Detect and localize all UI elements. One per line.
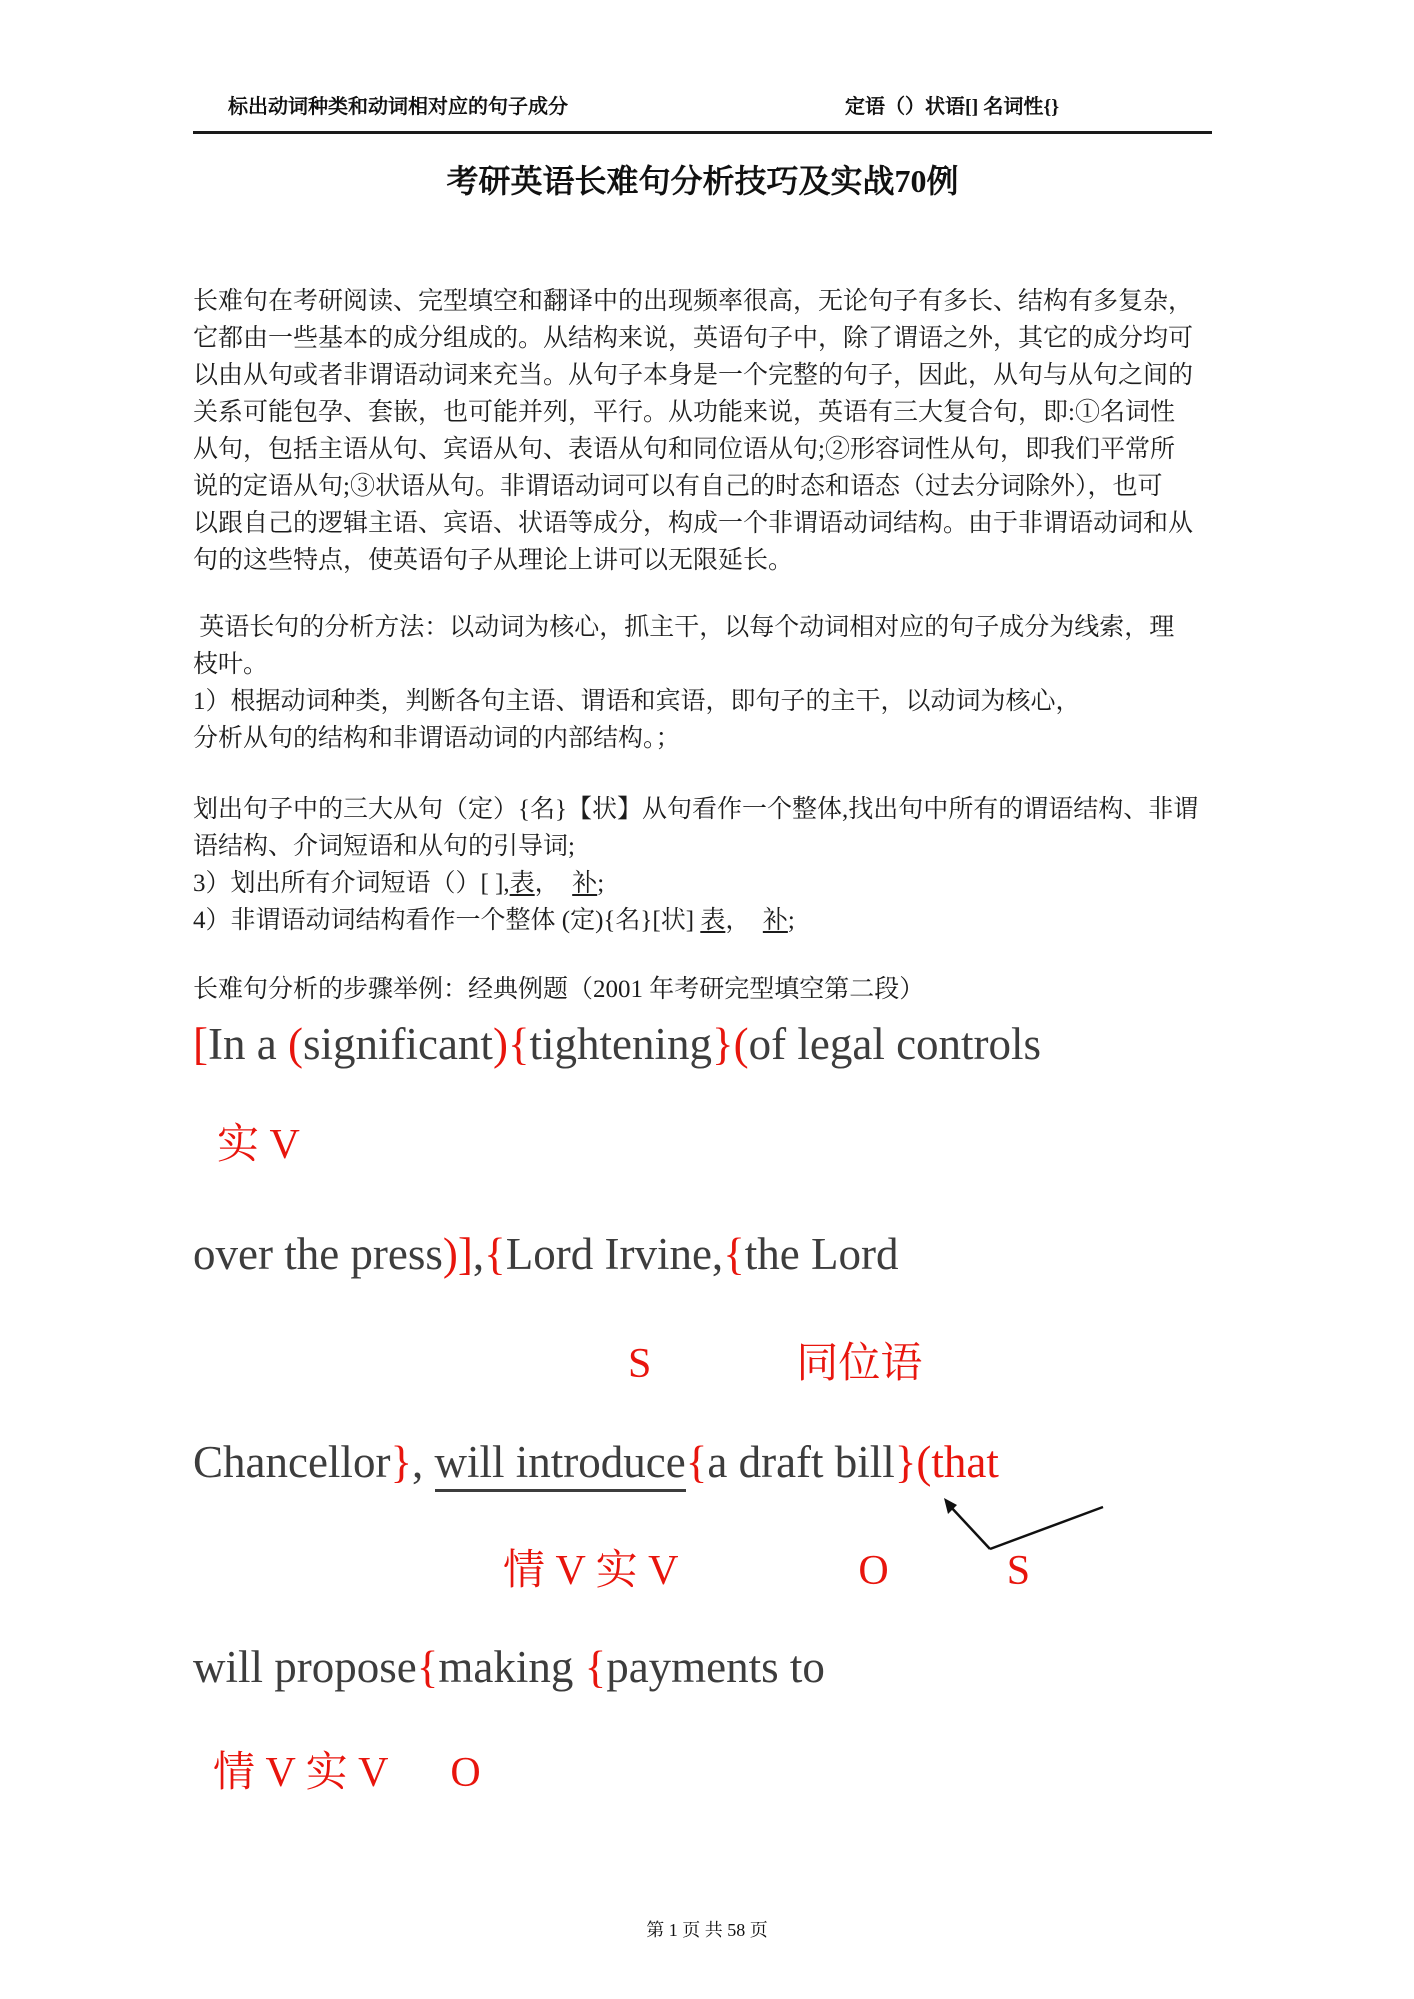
intro-paragraph bbox=[193, 283, 1233, 579]
object-label: O bbox=[450, 1750, 481, 1796]
apposition-label: 同位语 bbox=[796, 1341, 923, 1387]
paragraph-line: 分析从句的结构和非谓语动词的内部结构。； bbox=[193, 725, 681, 752]
paragraph-line: 句的这些特点，使英语句子从理论上讲可以无限延长。 bbox=[193, 547, 794, 574]
sentence-line-2 bbox=[193, 1229, 899, 1279]
close-brace: } bbox=[894, 1437, 917, 1487]
annotation-row-verbs-object-subject bbox=[193, 1550, 1030, 1592]
verbs-label: 情 V 实 V bbox=[503, 1548, 679, 1594]
sentence-text: Chancellor bbox=[193, 1437, 391, 1487]
rules-paragraph bbox=[193, 791, 1233, 939]
open-paren: ( bbox=[733, 1019, 749, 1069]
paragraph-line: 英语长句的分析方法：以动词为核心，抓主干，以每个动词相对应的句子成分为线索，理 bbox=[193, 614, 1175, 641]
annotation-row-subject-apposition bbox=[193, 1343, 922, 1385]
rule3-biao-underlined: 表 bbox=[509, 870, 535, 897]
comma: , bbox=[412, 1437, 435, 1487]
comma: , bbox=[472, 1229, 485, 1279]
rule4-bu-underlined: 补 bbox=[762, 907, 788, 934]
sentence-line-3 bbox=[193, 1437, 999, 1487]
sentence-text: Lord Irvine, bbox=[505, 1229, 724, 1279]
sentence-text: over the press bbox=[193, 1229, 443, 1279]
sentence-text: the Lord bbox=[744, 1229, 899, 1279]
open-paren: ( bbox=[287, 1019, 303, 1069]
example-intro-line: 长难句分析的步骤举例：经典例题（2001 年考研完型填空第二段） bbox=[193, 976, 925, 1003]
close-brace: } bbox=[390, 1437, 413, 1487]
paragraph-line bbox=[193, 865, 1233, 902]
open-brace: { bbox=[685, 1437, 708, 1487]
arrow-annotation bbox=[928, 1492, 1118, 1556]
predicate-underlined: will introduce bbox=[435, 1437, 686, 1492]
close-paren-square: )] bbox=[442, 1229, 473, 1279]
verbs-label: 情 V 实 V bbox=[213, 1750, 389, 1796]
sentence-text: making bbox=[438, 1642, 585, 1692]
sentence-text: a draft bill bbox=[707, 1437, 895, 1487]
page-title: 考研英语长难句分析技巧及实战70例 bbox=[446, 163, 959, 199]
sentence-text: In a bbox=[208, 1019, 288, 1069]
sentence-text: tightening bbox=[529, 1019, 713, 1069]
open-brace: { bbox=[507, 1019, 530, 1069]
sentence-text: of legal controls bbox=[748, 1019, 1042, 1069]
that-clause-marker: (that bbox=[916, 1437, 999, 1487]
open-square-bracket: [ bbox=[193, 1019, 208, 1069]
sentence-text: payments to bbox=[606, 1642, 825, 1692]
verb-annotation-shi-v: 实 V bbox=[217, 1122, 300, 1168]
paragraph-line: 长难句在考研阅读、完型填空和翻译中的出现频率很高，无论句子有多长、结构有多复杂， bbox=[193, 288, 1194, 315]
open-brace: { bbox=[416, 1642, 439, 1692]
arrow-graphic bbox=[928, 1492, 1118, 1556]
paragraph-line: 它都由一些基本的成分组成的。从结构来说，英语句子中，除了谓语之外，其它的成分均可 bbox=[193, 325, 1194, 352]
subject-label: S bbox=[1006, 1548, 1031, 1594]
sentence-line-4 bbox=[193, 1642, 825, 1692]
object-label: O bbox=[858, 1548, 889, 1594]
paragraph-line: 关系可能包孕、套嵌，也可能并列，平行。从功能来说，英语有三大复合句，即:①名词性 bbox=[193, 399, 1175, 426]
header-right-text: 定语（）状语[] 名词性{} bbox=[845, 96, 1060, 118]
method-paragraph bbox=[193, 609, 1233, 757]
sentence-text: will propose bbox=[193, 1642, 417, 1692]
rule3-separator: ， bbox=[534, 870, 573, 897]
paragraph-line: 1）根据动词种类，判断各句主语、谓语和宾语，即句子的主干，以动词为核心， bbox=[193, 688, 1081, 715]
rule4-text: 4）非谓语动词结构看作一个整体 (定){名}[状] bbox=[193, 907, 701, 934]
paragraph-line: 以跟自己的逻辑主语、宾语、状语等成分，构成一个非谓语动词结构。由于非谓语动词和从 bbox=[193, 510, 1194, 537]
close-brace: } bbox=[712, 1019, 734, 1069]
page-number-footer: 第 1 页 共 58 页 bbox=[646, 1920, 768, 1940]
rule4-separator: ， bbox=[725, 907, 763, 934]
open-brace: { bbox=[584, 1642, 607, 1692]
paragraph-line: 枝叶。 bbox=[193, 651, 269, 678]
rule3-text: 3）划出所有介词短语（）[ ], bbox=[193, 870, 510, 897]
subject-label: S bbox=[628, 1341, 652, 1387]
open-brace: { bbox=[484, 1229, 506, 1279]
header-rule bbox=[193, 131, 1212, 134]
paragraph-line: 以由从句或者非谓语动词来充当。从句子本身是一个完整的句子，因此，从句与从句之间的 bbox=[193, 362, 1194, 389]
sentence-text: significant bbox=[302, 1019, 493, 1069]
paragraph-line bbox=[193, 902, 1233, 939]
header-left-text: 标出动词种类和动词相对应的句子成分 bbox=[228, 96, 568, 118]
paragraph-line: 从句，包括主语从句、宾语从句、表语从句和同位语从句;②形容词性从句，即我们平常所 bbox=[193, 436, 1175, 463]
rule3-bu-underlined: 补 bbox=[572, 870, 598, 897]
rule4-biao-underlined: 表 bbox=[700, 907, 726, 934]
rule3-end: ; bbox=[597, 870, 605, 897]
close-paren: ) bbox=[492, 1019, 508, 1069]
paragraph-line: 语结构、介词短语和从句的引导词; bbox=[193, 833, 575, 860]
paragraph-line: 划出句子中的三大从句（定）{名}【状】从句看作一个整体,找出句中所有的谓语结构、非谓 bbox=[193, 796, 1199, 823]
sentence-line-1 bbox=[193, 1019, 1042, 1069]
open-brace: { bbox=[723, 1229, 745, 1279]
annotation-row-verbs-object bbox=[213, 1752, 481, 1794]
paragraph-line: 说的定语从句;③状语从句。非谓语动词可以有自己的时态和语态（过去分词除外），也可 bbox=[193, 473, 1163, 500]
rule4-end: ; bbox=[787, 907, 795, 934]
